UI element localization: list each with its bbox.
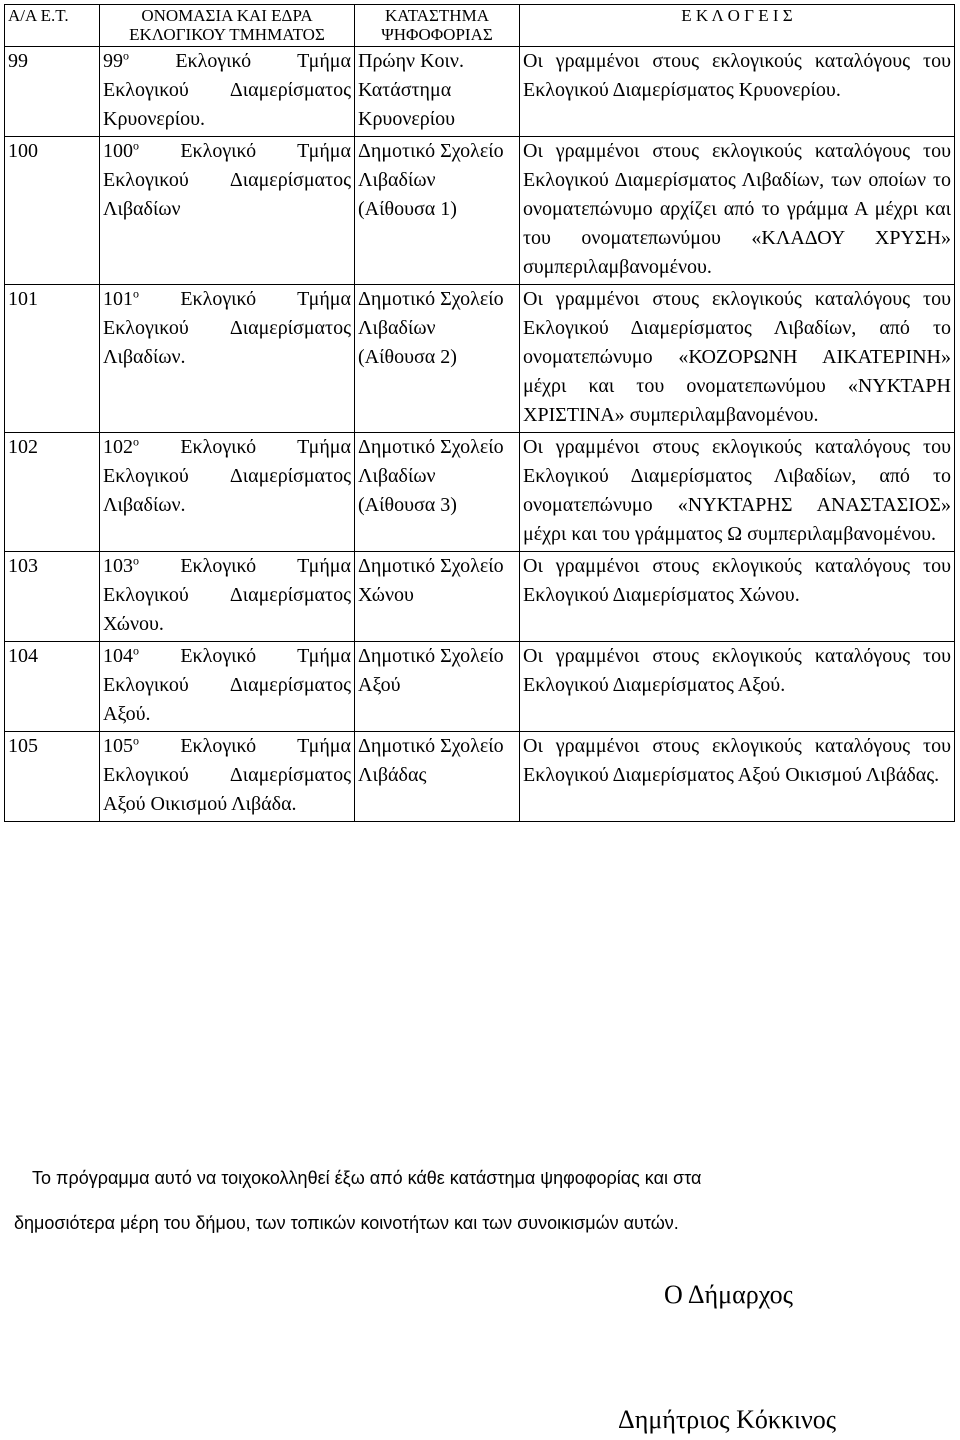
posting-instruction (14, 1156, 914, 1246)
district-text: Εκλογικό Τμήμα Εκλογικού Διαμερίσματος Αξού Οικισμού Λιβάδα. (103, 735, 351, 815)
district-text: Εκλογικό Τμήμα Εκλογικού Διαμερίσματος Αξού. (103, 645, 351, 725)
row-number: 100 (5, 137, 100, 285)
district-ordinal: 100 (103, 140, 133, 162)
header-aa: Α/Α Ε.Τ. (5, 5, 100, 47)
polling-stations-table (4, 4, 955, 822)
district-name (100, 642, 355, 732)
district-name (100, 732, 355, 822)
voters-description: Οι γραμμένοι στους εκλογικούς καταλόγους του Εκλογικού Διαμερίσματος Λιβαδίων, των οποίων το ονοματεπώνυμο αρχίζει από το γράμμα Α μέχρι και του ονοματεπωνύμου «ΚΛΑΔΟΥ ΧΡΥΣΗ» συμπεριλαμβανομένου. (520, 137, 955, 285)
district-ordinal: 103 (103, 555, 133, 577)
polling-store: Δημοτικό Σχολείο Λιβαδίων (Αίθουσα 2) (355, 285, 520, 433)
row-number: 101 (5, 285, 100, 433)
table-header-row (5, 5, 955, 47)
district-name (100, 433, 355, 552)
table-row (5, 47, 955, 137)
district-ordinal: 101 (103, 288, 133, 310)
mayor-name: Δημήτριος Κόκκινος (618, 1405, 837, 1434)
ordinal-suffix: ο (133, 553, 139, 568)
district-ordinal: 105 (103, 735, 133, 757)
district-ordinal: 102 (103, 436, 133, 458)
instruction-line-2: δημοσιότερα μέρη του δήμου, των τοπικών κοινοτήτων και των συνοικισμών αυτών. (14, 1213, 679, 1233)
voters-description: Οι γραμμένοι στους εκλογικούς καταλόγους του Εκλογικού Διαμερίσματος Κρυονερίου. (520, 47, 955, 137)
polling-store: Δημοτικό Σχολείο Αξού (355, 642, 520, 732)
ordinal-suffix: ο (133, 643, 139, 658)
voters-description: Οι γραμμένοι στους εκλογικούς καταλόγους του Εκλογικού Διαμερίσματος Λιβαδίων, από το ονοματεπώνυμο «ΚΟΖΟΡΩΝΗ ΑΙΚΑΤΕΡΙΝΗ» μέχρι και του ονοματεπωνύμου «ΝΥΚΤΑΡΗ ΧΡΙΣΤΙΝΑ» συμπεριλαμβανομένου. (520, 285, 955, 433)
district-name (100, 552, 355, 642)
header-store: ΚΑΤΑΣΤΗΜΑ ΨΗΦΟΦΟΡΙΑΣ (355, 5, 520, 47)
table-row (5, 642, 955, 732)
district-ordinal: 104 (103, 645, 133, 667)
polling-store: Δημοτικό Σχολείο Λιβαδίων (Αίθουσα 3) (355, 433, 520, 552)
ordinal-suffix: ο (133, 434, 139, 449)
row-number: 104 (5, 642, 100, 732)
header-name: ΟΝΟΜΑΣΙΑ ΚΑΙ ΕΔΡΑ ΕΚΛΟΓΙΚΟΥ ΤΜΗΜΑΤΟΣ (100, 5, 355, 47)
voters-description: Οι γραμμένοι στους εκλογικούς καταλόγους του Εκλογικού Διαμερίσματος Αξού Οικισμού Λιβάδας. (520, 732, 955, 822)
polling-store: Δημοτικό Σχολείο Χώνου (355, 552, 520, 642)
polling-store: Δημοτικό Σχολείο Λιβαδίων (Αίθουσα 1) (355, 137, 520, 285)
polling-store: Πρώην Κοιν. Κατάστημα Κρυονερίου (355, 47, 520, 137)
ordinal-suffix: ο (133, 733, 139, 748)
district-text: Εκλογικό Τμήμα Εκλογικού Διαμερίσματος Χώνου. (103, 555, 351, 635)
voters-description: Οι γραμμένοι στους εκλογικούς καταλόγους του Εκλογικού Διαμερίσματος Αξού. (520, 642, 955, 732)
district-text: Εκλογικό Τμήμα Εκλογικού Διαμερίσματος Λιβαδίων. (103, 288, 351, 368)
mayor-title: Ο Δήμαρχος (664, 1280, 793, 1309)
table-row (5, 137, 955, 285)
table-row (5, 552, 955, 642)
instruction-line-1: Το πρόγραμμα αυτό να τοιχοκολληθεί έξω από κάθε κατάστημα ψηφοφορίας και στα (32, 1168, 702, 1188)
ordinal-suffix: ο (123, 48, 129, 63)
ordinal-suffix: ο (133, 138, 139, 153)
row-number: 105 (5, 732, 100, 822)
row-number: 102 (5, 433, 100, 552)
voters-description: Οι γραμμένοι στους εκλογικούς καταλόγους του Εκλογικού Διαμερίσματος Χώνου. (520, 552, 955, 642)
district-ordinal: 99 (103, 50, 123, 72)
ordinal-suffix: ο (133, 286, 139, 301)
row-number: 99 (5, 47, 100, 137)
district-text: Εκλογικό Τμήμα Εκλογικού Διαμερίσματος Κρυονερίου. (103, 50, 351, 130)
header-voters: Ε Κ Λ Ο Γ Ε Ι Σ (520, 5, 955, 47)
district-name (100, 47, 355, 137)
district-name (100, 137, 355, 285)
voters-description: Οι γραμμένοι στους εκλογικούς καταλόγους του Εκλογικού Διαμερίσματος Λιβαδίων, από το ονοματεπώνυμο «ΝΥΚΤΑΡΗΣ ΑΝΑΣΤΑΣΙΟΣ» μέχρι και του γράμματος Ω συμπεριλαμβανομένου. (520, 433, 955, 552)
table-row (5, 732, 955, 822)
district-name (100, 285, 355, 433)
district-text: Εκλογικό Τμήμα Εκλογικού Διαμερίσματος Λιβαδίων (103, 140, 351, 220)
polling-store: Δημοτικό Σχολείο Λιβάδας (355, 732, 520, 822)
table-row (5, 285, 955, 433)
table-row (5, 433, 955, 552)
row-number: 103 (5, 552, 100, 642)
district-text: Εκλογικό Τμήμα Εκλογικού Διαμερίσματος Λιβαδίων. (103, 436, 351, 516)
